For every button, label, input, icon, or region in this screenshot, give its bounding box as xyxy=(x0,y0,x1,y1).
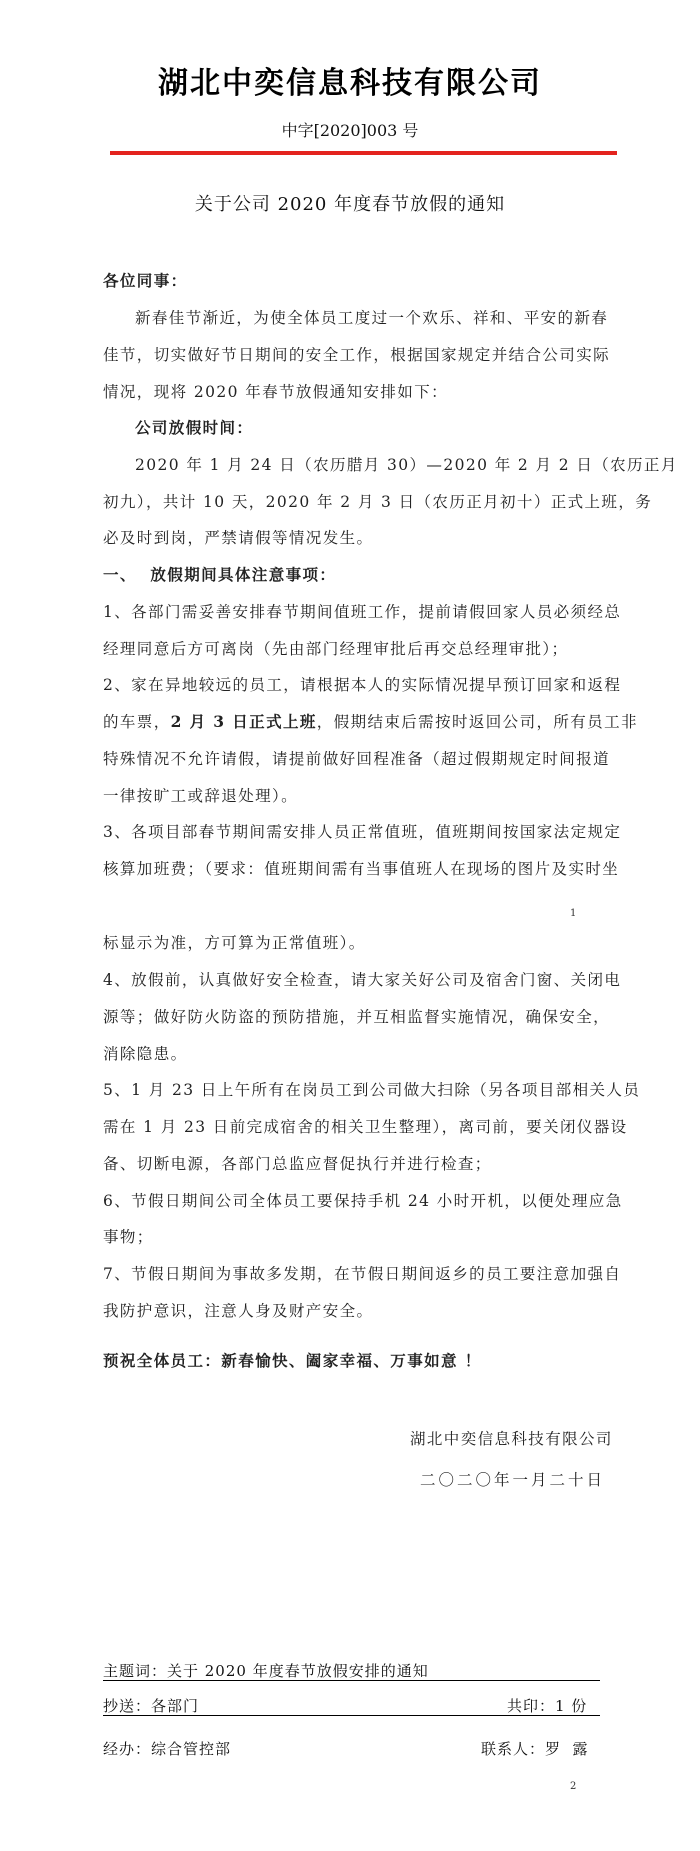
red-divider xyxy=(110,151,617,155)
item-4-line: 消除隐患。 xyxy=(103,1045,188,1063)
page-number: 2 xyxy=(570,1781,577,1792)
signature-company: 湖北中奕信息科技有限公司 xyxy=(410,1430,613,1448)
holiday-time-line: 初九），共计 10 天，2020 年 2 月 3 日（农历正月初十）正式上班，务 xyxy=(103,493,653,511)
item-2-line: 一律按旷工或辞退处理）。 xyxy=(103,787,299,805)
copies-printed: 共印：1 份 xyxy=(507,1697,588,1715)
intro-line: 新春佳节渐近，为使全体员工度过一个欢乐、祥和、平安的新春 xyxy=(135,309,609,327)
item-7-line: 我防护意识，注意人身及财产安全。 xyxy=(103,1302,374,1320)
intro-line: 情况，现将 2020 年春节放假通知安排如下： xyxy=(103,383,449,401)
item-6-line: 6、节假日期间公司全体员工要保持手机 24 小时开机，以便处理应急 xyxy=(103,1192,623,1210)
page-number: 1 xyxy=(570,908,577,919)
item-2-line: 特殊情况不允许请假，请提前做好回程准备（超过假期规定时间报道 xyxy=(103,750,611,768)
item-2-line xyxy=(103,710,638,732)
contact-person: 联系人：罗 露 xyxy=(481,1740,589,1758)
notice-title: 关于公司 2020 年度春节放假的通知 xyxy=(194,194,506,215)
item-3-line: 标显示为准，方可算为正常值班）。 xyxy=(103,934,366,952)
item-1-line: 经理同意后方可离岗（先由部门经理审批后再交总经理审批）； xyxy=(103,640,569,658)
item-5-line: 5、1 月 23 日上午所有在岗员工到公司做大扫除（另各项目部相关人员 xyxy=(103,1081,641,1099)
holiday-heading: 公司放假时间： xyxy=(135,418,254,437)
items-heading: 一、 放假期间具体注意事项： xyxy=(103,565,337,584)
item-2-line: 2、家在异地较远的员工，请根据本人的实际情况提早预订回家和返程 xyxy=(103,676,622,694)
signature-date: 二〇二〇年一月二十日 xyxy=(420,1471,606,1489)
handled-by: 经办：综合管控部 xyxy=(103,1740,232,1758)
salutation: 各位同事： xyxy=(103,271,188,290)
holiday-time-line: 2020 年 1 月 24 日（农历腊月 30）—2020 年 2 月 2 日（农历正月 xyxy=(135,456,678,474)
item-1-line: 1、各部门需妥善安排春节期间值班工作，提前请假回家人员必须经总 xyxy=(103,603,622,621)
item-2-text: ，假期结束后需按时返回公司，所有员工非 xyxy=(316,713,638,731)
holiday-wishes: 预祝全体员工：新春愉快、阖家幸福、万事如意 ！ xyxy=(103,1351,482,1370)
item-3-line: 核算加班费；（要求：值班期间需有当事值班人在现场的图片及实时坐 xyxy=(103,860,620,878)
item-5-line: 需在 1 月 23 日前完成宿舍的相关卫生整理），离司前，要关闭仪器设 xyxy=(103,1118,628,1136)
item-7-line: 7、节假日期间为事故多发期，在节假日期间返乡的员工要注意加强自 xyxy=(103,1265,622,1283)
item-2-text: 的车票， xyxy=(103,713,171,731)
company-title: 湖北中奕信息科技有限公司 xyxy=(158,66,542,101)
intro-line: 佳节，切实做好节日期间的安全工作，根据国家规定并结合公司实际 xyxy=(103,346,611,364)
document-number: 中字[2020]003 号 xyxy=(281,121,419,140)
footer-rule xyxy=(103,1715,600,1716)
footer-rule xyxy=(103,1680,600,1681)
item-3-line: 3、各项目部春节期间需安排人员正常值班，值班期间按国家法定规定 xyxy=(103,823,622,841)
item-5-line: 备、切断电源，各部门总监应督促执行并进行检查； xyxy=(103,1155,492,1173)
item-4-line: 源等；做好防火防盗的预防措施，并互相监督实施情况，确保安全， xyxy=(103,1008,611,1026)
item-4-line: 4、放假前，认真做好安全检查，请大家关好公司及宿舍门窗、关闭电 xyxy=(103,971,622,989)
return-to-work-date: 2 月 3 日正式上班 xyxy=(170,712,317,731)
holiday-time-line: 必及时到岗，严禁请假等情况发生。 xyxy=(103,529,374,547)
subject-keywords: 主题词：关于 2020 年度春节放假安排的通知 xyxy=(103,1662,429,1680)
item-6-line: 事物； xyxy=(103,1228,154,1246)
copy-to: 抄送：各部门 xyxy=(103,1697,200,1715)
